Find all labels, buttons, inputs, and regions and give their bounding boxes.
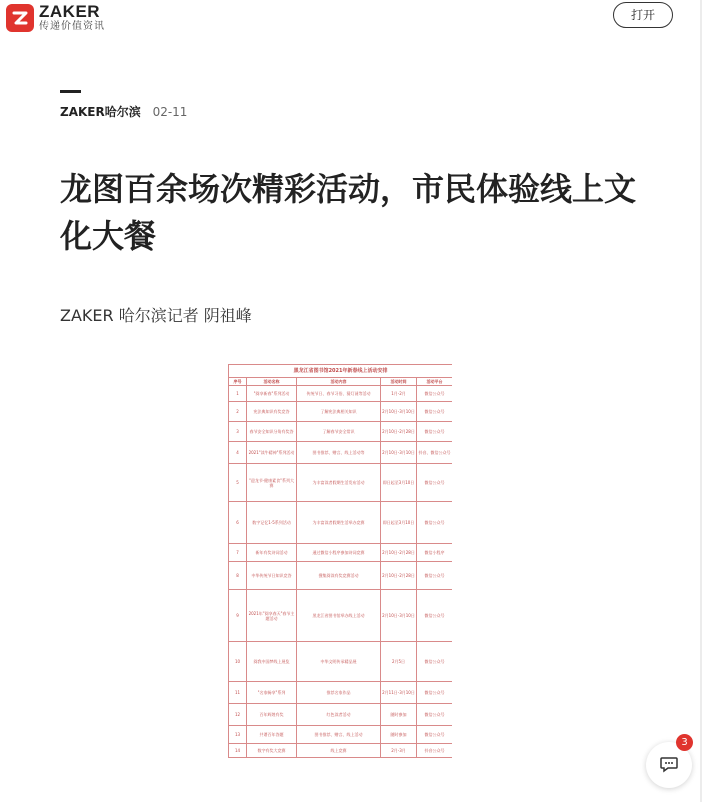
table-cell: 新年有奖诗词活动 [247, 544, 297, 562]
table-cell: 4 [229, 442, 247, 464]
table-row [229, 642, 453, 682]
table-cell: 推荐名家作品 [297, 682, 381, 704]
table-cell: 了解宪法典相关知识 [297, 402, 381, 422]
table-cell: 图书推荐、赠言、线上活动 [297, 726, 381, 744]
table-cell: 微信公众号 [417, 642, 453, 682]
table-cell: 9 [229, 590, 247, 642]
table-cell: 2月10日-3月10日 [381, 402, 417, 422]
table-cell: 为丰富读者假期生活举办竞赛 [297, 502, 381, 544]
zaker-logo-mark [6, 4, 34, 32]
table-cell: 6 [229, 502, 247, 544]
table-cell: 7 [229, 544, 247, 562]
table-cell: 抖音公众号 [417, 744, 453, 758]
table-header-cell: 序号 [229, 378, 247, 386]
table-cell: 14 [229, 744, 247, 758]
table-cell: 微信公众号 [417, 704, 453, 726]
table-cell: 2月10日-2月28日 [381, 562, 417, 590]
table-cell: 12 [229, 704, 247, 726]
table-cell: 随时参加 [381, 704, 417, 726]
table-header-cell: 活动平台 [417, 378, 453, 386]
table-cell: "阅享新春"系列活动 [247, 386, 297, 402]
table-row [229, 562, 453, 590]
logo-slogan: 传递价值资讯 [39, 21, 105, 32]
table-cell: 2月-3月 [381, 744, 417, 758]
table-cell: 8 [229, 562, 247, 590]
table-cell: 2021年"阅享春天"春节主题活动 [247, 590, 297, 642]
table-row [229, 726, 453, 744]
table-cell: 1月-2月 [381, 386, 417, 402]
table-caption: 黑龙江省图书馆2021年新春线上活动安排 [229, 365, 453, 378]
table-cell: 搜集阅读有奖竞赛活动 [297, 562, 381, 590]
table-cell: 共谱百年答题 [247, 726, 297, 744]
activity-schedule-table [228, 364, 452, 758]
table-header-cell: 活动时间 [381, 378, 417, 386]
zaker-logo[interactable] [6, 3, 105, 33]
table-row [229, 704, 453, 726]
table-cell: 13 [229, 726, 247, 744]
table-row [229, 386, 453, 402]
logo-name: ZAKER [39, 2, 101, 21]
table-cell: 11 [229, 682, 247, 704]
table-cell: 微信公众号 [417, 726, 453, 744]
table-row [229, 682, 453, 704]
table-cell: 微信公众号 [417, 682, 453, 704]
table-cell: 2月11日-3月10日 [381, 682, 417, 704]
table-row [229, 502, 453, 544]
table-row [229, 744, 453, 758]
table-cell: 2 [229, 402, 247, 422]
zaker-z-icon [10, 8, 30, 28]
article-byline: ZAKER 哈尔滨记者 阴祖峰 [60, 306, 252, 325]
table-cell: 百年辉煌有奖 [247, 704, 297, 726]
table-cell: 阅我中国梦线上展览 [247, 642, 297, 682]
table-cell: 微信公众号 [417, 562, 453, 590]
table-cell: 10 [229, 642, 247, 682]
table-header-cell: 活动内容 [297, 378, 381, 386]
table-cell: 随时参加 [381, 726, 417, 744]
table-cell: 2月10日-2月28日 [381, 544, 417, 562]
table-row [229, 544, 453, 562]
table-row [229, 590, 453, 642]
table-row [229, 442, 453, 464]
table-cell: 3 [229, 422, 247, 442]
table-cell: 微信公众号 [417, 402, 453, 422]
table-cell: 传统节日、春节习俗、猜灯谜等活动 [297, 386, 381, 402]
table-cell: 黑龙江省图书馆举办线上活动 [297, 590, 381, 642]
table-cell: 2月5日 [381, 642, 417, 682]
table-row [229, 464, 453, 502]
table-cell: 红色读者活动 [297, 704, 381, 726]
article-title: 龙图百余场次精彩活动，市民体验线上文化大餐 [60, 170, 637, 255]
table-cell: 通过微信小程序参加诗词竞赛 [297, 544, 381, 562]
table-cell: 即日起至3月10日 [381, 502, 417, 544]
table-cell: 1 [229, 386, 247, 402]
top-bar [0, 0, 702, 34]
table-cell: 为丰富读者假期生活发布活动 [297, 464, 381, 502]
table-header-cell: 活动名称 [247, 378, 297, 386]
table-cell: 微信公众号 [417, 590, 453, 642]
table-row [229, 402, 453, 422]
table-cell: 数字有奖大竞赛 [247, 744, 297, 758]
table-cell: 中华传统节日知识竞答 [247, 562, 297, 590]
table-cell: 即日起至3月10日 [381, 464, 417, 502]
table-cell: 2月10日-3月10日 [381, 442, 417, 464]
table-cell: 5 [229, 464, 247, 502]
table-cell: 春节安全知识分角有奖答 [247, 422, 297, 442]
table-cell: 抖音、微信公众号 [417, 442, 453, 464]
table-cell: 2月10日-2月28日 [381, 422, 417, 442]
table-cell: 2021"读牛精神"系列活动 [247, 442, 297, 464]
table-cell: 2月10日-3月10日 [381, 590, 417, 642]
table-cell: 微信公众号 [417, 502, 453, 544]
table-cell: 线上竞赛 [297, 744, 381, 758]
accent-bar [60, 90, 81, 93]
table-cell: 中华文明传承精品展 [297, 642, 381, 682]
open-app-button[interactable]: 打开 [613, 2, 673, 28]
table-cell: 宪法典知识有奖竞答 [247, 402, 297, 422]
chat-bubble-icon [659, 756, 679, 774]
table-cell: "名家畅享"系列 [247, 682, 297, 704]
table-cell: 图书推荐、赠言、线上活动等 [297, 442, 381, 464]
table-cell: "迎龙节·健康素食"系列大赛 [247, 464, 297, 502]
table-cell: 微信公众号 [417, 422, 453, 442]
table-cell: 了解春节安全常识 [297, 422, 381, 442]
article-source[interactable]: ZAKER哈尔滨 [60, 105, 141, 119]
table-cell: 数字记忆1-5系列活动 [247, 502, 297, 544]
article-image[interactable] [228, 364, 452, 804]
table-cell: 微信公众号 [417, 464, 453, 502]
table-cell: 微信公众号 [417, 386, 453, 402]
article-meta [60, 104, 187, 120]
article-date: 02-11 [152, 105, 188, 119]
table-cell: 微信小程序 [417, 544, 453, 562]
notification-badge: 3 [676, 734, 693, 751]
table-row [229, 422, 453, 442]
